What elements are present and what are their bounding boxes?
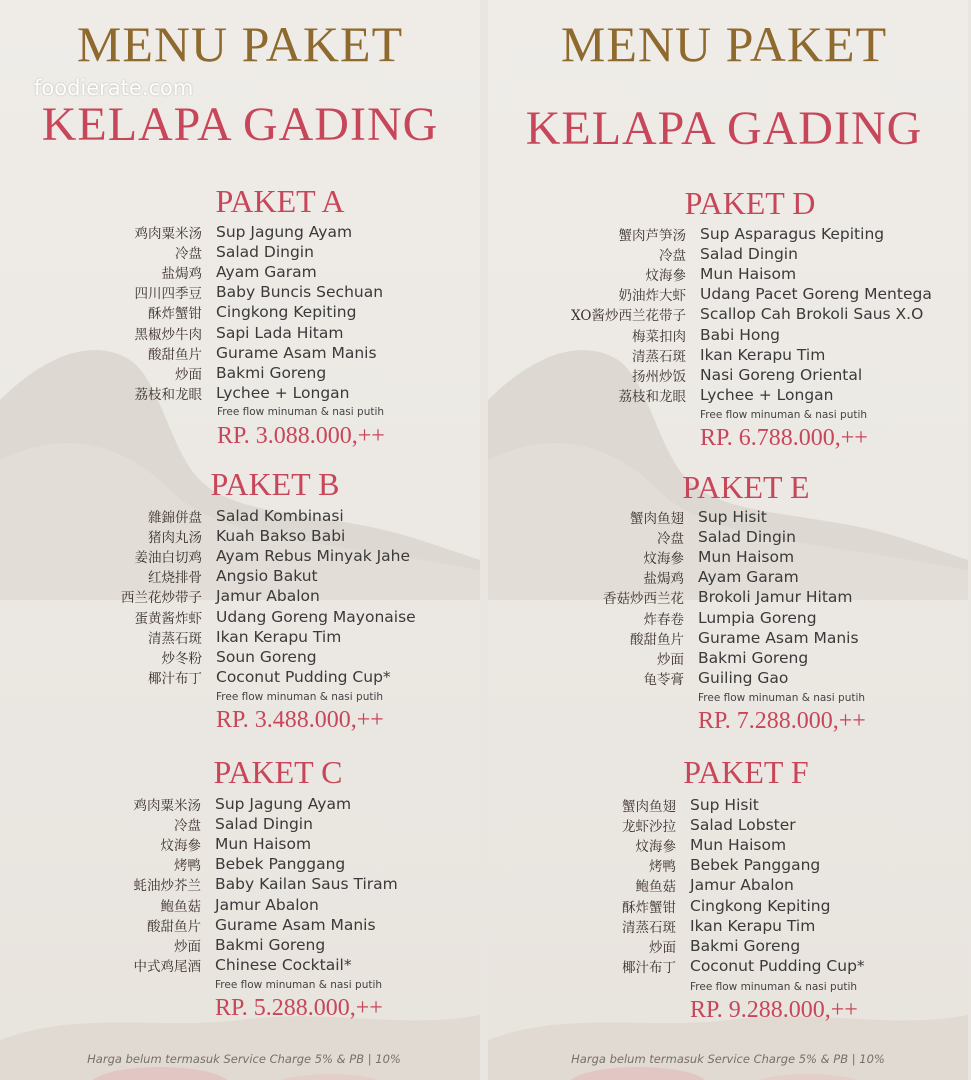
dish-name: Jamur Abalon: [215, 895, 319, 914]
dish-name: Bakmi Goreng: [690, 936, 801, 955]
dish-name: Chinese Cocktail*: [215, 955, 352, 974]
dish-name: Lychee + Longan: [700, 385, 834, 404]
list-item: [98, 586, 416, 606]
list-item: [100, 363, 383, 383]
package-title: PAKET E: [682, 469, 810, 505]
dish-chinese: 酸甜鱼片: [148, 346, 202, 363]
dish-chinese: 炆海參: [635, 839, 676, 856]
list-item: [98, 667, 416, 687]
dish-chinese: 清蒸石斑: [622, 919, 676, 936]
footer-note: Harga belum termasuk Service Charge 5% & PB | 10%: [87, 1052, 401, 1066]
package-items: [98, 794, 398, 975]
dish-chinese: 冷盘: [174, 818, 201, 835]
dish-name: Nasi Goreng Oriental: [700, 365, 863, 384]
package-note: Free flow minuman & nasi putih: [690, 981, 858, 993]
list-item: [570, 668, 859, 688]
dish-name: Bakmi Goreng: [216, 363, 327, 382]
package-note: Free flow minuman & nasi putih: [700, 409, 868, 421]
list-item: [98, 546, 416, 566]
dish-chinese: 炒面: [649, 939, 676, 956]
list-item: [100, 343, 383, 363]
dish-name: Gurame Asam Manis: [216, 343, 377, 362]
dish-name: Udang Goreng Mayonaise: [216, 607, 416, 626]
dish-chinese: 冷盘: [657, 531, 684, 548]
list-item: [570, 628, 859, 648]
package-title: PAKET C: [213, 754, 343, 790]
dish-chinese: 炒面: [174, 938, 201, 955]
list-item: [570, 607, 859, 627]
package-title: PAKET B: [210, 466, 340, 502]
menu-panel-left: [0, 0, 480, 1080]
list-item: [570, 648, 859, 668]
dish-name: Mun Haisom: [700, 265, 797, 284]
location-title: KELAPA GADING: [41, 98, 439, 151]
list-item: [98, 935, 398, 955]
list-item: [100, 302, 383, 322]
dish-name: Guiling Gao: [698, 668, 789, 687]
list-item: [570, 815, 865, 835]
dish-name: Soun Goreng: [216, 647, 317, 666]
list-item: [544, 284, 932, 304]
package-price: RP. 7.288.000,++: [698, 708, 866, 734]
package-items: [570, 795, 865, 976]
dish-name: Cingkong Kepiting: [690, 896, 831, 915]
dish-chinese: 奶油炸大虾: [618, 288, 686, 305]
dish-name: Salad Dingin: [216, 243, 314, 262]
list-item: [570, 916, 865, 936]
dish-name: Bakmi Goreng: [698, 648, 809, 667]
list-item: [570, 507, 859, 527]
package-items: [100, 222, 383, 403]
dish-name: Ayam Garam: [698, 568, 799, 587]
list-item: [100, 262, 383, 282]
dish-chinese: 炒面: [175, 366, 202, 383]
list-item: [98, 647, 416, 667]
dish-chinese: 冷盘: [175, 246, 202, 263]
dish-chinese: 红烧排骨: [148, 570, 202, 587]
dish-name: Gurame Asam Manis: [215, 915, 376, 934]
package-note: Free flow minuman & nasi putih: [215, 979, 383, 991]
list-item: [98, 566, 416, 586]
dish-chinese: 清蒸石斑: [148, 630, 202, 647]
list-item: [570, 855, 865, 875]
list-item: [570, 936, 865, 956]
list-item: [98, 627, 416, 647]
dish-chinese: 炒冬粉: [161, 650, 202, 667]
dish-chinese: 蟹肉芦笋汤: [618, 228, 686, 245]
dish-chinese: 烤鸭: [649, 859, 676, 876]
package-price: RP. 3.088.000,++: [217, 423, 385, 449]
list-item: [98, 794, 398, 814]
list-item: [544, 264, 932, 284]
list-item: [98, 915, 398, 935]
package-price: RP. 5.288.000,++: [215, 995, 383, 1021]
dish-name: Angsio Bakut: [216, 567, 318, 586]
package-items: [570, 507, 859, 688]
list-item: [98, 854, 398, 874]
dish-name: Salad Lobster: [690, 816, 796, 835]
package-note: Free flow minuman & nasi putih: [698, 692, 866, 704]
dish-chinese: 姜油白切鸡: [134, 550, 202, 567]
menu-panel-right: [488, 0, 968, 1080]
list-item: [100, 383, 383, 403]
dish-name: Sup Jagung Ayam: [215, 795, 352, 814]
list-item: [100, 322, 383, 342]
dish-name: Udang Pacet Goreng Mentega: [700, 285, 932, 304]
dish-name: Bakmi Goreng: [215, 935, 326, 954]
package-price: RP. 9.288.000,++: [690, 997, 858, 1023]
dish-chinese: XO酱炒西兰花带子: [571, 308, 686, 325]
dish-name: Scallop Cah Brokoli Saus X.O: [700, 305, 924, 324]
dish-chinese: 猪肉丸汤: [148, 530, 202, 547]
dish-chinese: 炆海參: [160, 838, 201, 855]
dish-chinese: 黑椒炒牛肉: [134, 326, 202, 343]
dish-chinese: 龟苓膏: [643, 671, 684, 688]
dish-chinese: 盐焗鸡: [643, 571, 684, 588]
dish-name: Lychee + Longan: [216, 383, 350, 402]
dish-chinese: 盐焗鸡: [161, 266, 202, 283]
dish-chinese: 清蒸石斑: [632, 348, 686, 365]
dish-name: Ikan Kerapu Tim: [690, 916, 816, 935]
dish-name: Salad Dingin: [698, 528, 796, 547]
dish-chinese: 鲍鱼菇: [160, 898, 201, 915]
dish-name: Bebek Panggang: [215, 855, 346, 874]
list-item: [570, 587, 859, 607]
dish-chinese: 扬州炒饭: [632, 368, 686, 385]
dish-chinese: 蛋黄酱炸虾: [134, 610, 202, 627]
package-title: PAKET D: [684, 185, 816, 221]
dish-chinese: 鸡肉粟米汤: [134, 226, 202, 243]
dish-name: Ikan Kerapu Tim: [700, 345, 826, 364]
dish-name: Cingkong Kepiting: [216, 303, 357, 322]
dish-name: Mun Haisom: [690, 836, 787, 855]
dish-chinese: 香菇炒西兰花: [603, 591, 684, 608]
list-item: [570, 795, 865, 815]
list-item: [544, 385, 932, 405]
dish-name: Salad Kombinasi: [216, 507, 344, 526]
dish-name: Lumpia Goreng: [698, 608, 817, 627]
dish-name: Sapi Lada Hitam: [216, 323, 344, 342]
dish-chinese: 烤鸭: [174, 858, 201, 875]
dish-chinese: 四川四季豆: [134, 286, 202, 303]
package-note: Free flow minuman & nasi putih: [216, 691, 384, 703]
dish-name: Jamur Abalon: [690, 876, 794, 895]
dish-chinese: 椰汁布丁: [148, 670, 202, 687]
dish-chinese: 梅菜扣肉: [632, 328, 686, 345]
list-item: [100, 222, 383, 242]
package-price: RP. 6.788.000,++: [700, 425, 868, 451]
package-note: Free flow minuman & nasi putih: [217, 406, 385, 418]
package-title: PAKET F: [683, 754, 809, 790]
location-title: KELAPA GADING: [525, 102, 923, 155]
dish-name: Baby Kailan Saus Tiram: [215, 875, 398, 894]
dish-name: Sup Asparagus Kepiting: [700, 225, 885, 244]
dish-chinese: 酸甜鱼片: [630, 631, 684, 648]
dish-name: Mun Haisom: [215, 835, 312, 854]
dish-chinese: 中式鸡尾酒: [133, 958, 201, 975]
dish-chinese: 荔枝和龙眼: [134, 386, 202, 403]
dish-chinese: 炒面: [657, 651, 684, 668]
dish-name: Sup Jagung Ayam: [216, 223, 353, 242]
list-item: [570, 567, 859, 587]
list-item: [100, 282, 383, 302]
dish-chinese: 酸甜鱼片: [147, 918, 201, 935]
dish-name: Babi Hong: [700, 325, 781, 344]
dish-chinese: 龙虾沙拉: [622, 819, 676, 836]
dish-chinese: 炆海參: [645, 268, 686, 285]
package-items: [98, 506, 416, 687]
list-item: [570, 895, 865, 915]
list-item: [570, 875, 865, 895]
dish-chinese: 炸春卷: [643, 611, 684, 628]
dish-chinese: 鲍鱼菇: [635, 879, 676, 896]
dish-name: Ayam Garam: [216, 263, 317, 282]
list-item: [544, 224, 932, 244]
watermark-text: foodierate.com: [34, 76, 194, 100]
dish-name: Coconut Pudding Cup*: [690, 956, 865, 975]
dish-chinese: 酥炸蟹钳: [148, 306, 202, 323]
dish-name: Ayam Rebus Minyak Jahe: [216, 547, 411, 566]
list-item: [544, 345, 932, 365]
menu-title: MENU PAKET: [560, 16, 888, 72]
dish-chinese: 西兰花炒带子: [121, 590, 202, 607]
dish-name: Baby Buncis Sechuan: [216, 283, 384, 302]
list-item: [98, 526, 416, 546]
list-item: [570, 527, 859, 547]
dish-chinese: 鸡肉粟米汤: [133, 798, 201, 815]
list-item: [544, 365, 932, 385]
dish-name: Sup Hisit: [690, 796, 759, 815]
list-item: [544, 324, 932, 344]
menu-title: MENU PAKET: [76, 16, 404, 72]
dish-name: Coconut Pudding Cup*: [216, 667, 391, 686]
footer-note: Harga belum termasuk Service Charge 5% & PB | 10%: [571, 1052, 885, 1066]
dish-chinese: 炆海參: [643, 551, 684, 568]
dish-chinese: 荔枝和龙眼: [618, 388, 686, 405]
dish-name: Kuah Bakso Babi: [216, 527, 346, 546]
list-item: [100, 242, 383, 262]
dish-name: Brokoli Jamur Hitam: [698, 588, 853, 607]
package-title: PAKET A: [215, 183, 345, 219]
list-item: [98, 955, 398, 975]
dish-name: Ikan Kerapu Tim: [216, 627, 342, 646]
package-items: [544, 224, 932, 405]
list-item: [98, 506, 416, 526]
list-item: [98, 814, 398, 834]
dish-name: Bebek Panggang: [690, 856, 821, 875]
dish-chinese: 冷盘: [659, 248, 686, 265]
dish-chinese: 椰汁布丁: [622, 959, 676, 976]
list-item: [544, 304, 932, 324]
dish-chinese: 酥炸蟹钳: [622, 899, 676, 916]
dish-chinese: 蚝油炒芥兰: [133, 878, 201, 895]
list-item: [544, 244, 932, 264]
list-item: [98, 606, 416, 626]
dish-name: Jamur Abalon: [216, 587, 320, 606]
package-price: RP. 3.488.000,++: [216, 707, 384, 733]
dish-chinese: 蟹肉鱼翅: [630, 511, 684, 528]
list-item: [570, 956, 865, 976]
dish-chinese: 雜錦併盘: [148, 510, 202, 527]
list-item: [98, 874, 398, 894]
dish-name: Salad Dingin: [215, 815, 313, 834]
dish-name: Gurame Asam Manis: [698, 628, 859, 647]
list-item: [570, 835, 865, 855]
list-item: [98, 894, 398, 914]
dish-name: Mun Haisom: [698, 548, 795, 567]
dish-name: Sup Hisit: [698, 508, 767, 527]
list-item: [98, 834, 398, 854]
dish-chinese: 蟹肉鱼翅: [622, 799, 676, 816]
list-item: [570, 547, 859, 567]
dish-name: Salad Dingin: [700, 245, 798, 264]
